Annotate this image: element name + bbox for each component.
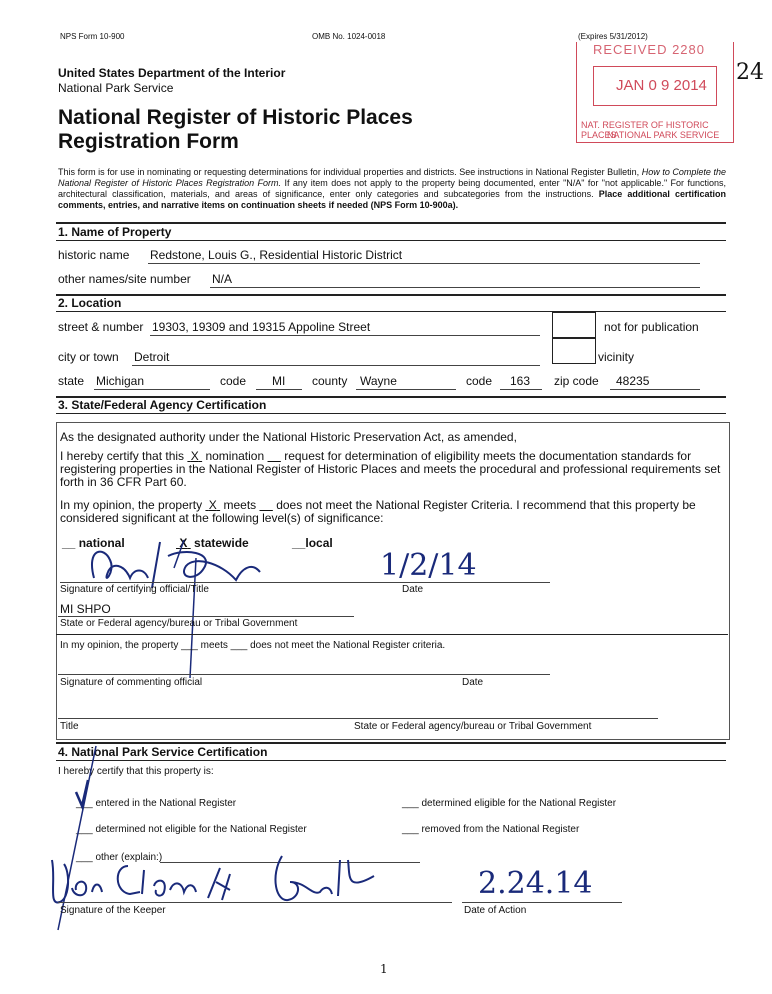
section-2-heading: 2. Location: [58, 296, 122, 310]
not-for-publication-label: not for publication: [604, 320, 699, 334]
rule: [56, 240, 726, 241]
rule: [58, 616, 354, 617]
certifying-signature-label: Signature of certifying official/Title: [60, 584, 209, 595]
historic-name-value[interactable]: Redstone, Louis G., Residential Historic District: [150, 248, 403, 262]
opinion-text-2: does not meet the National Register Criteria. I recommend that this property be considered significant at the following level(s) of significance:: [60, 498, 696, 525]
title-label: Title: [60, 721, 79, 732]
option-other[interactable]: ___ other (explain:): [76, 852, 163, 863]
city-label: city or town: [58, 350, 119, 364]
level-local-label: local: [305, 536, 333, 550]
intro-text-3: Place additional certification comments, entries, and narrative items on continuation sheets if needed (NPS Form 10-900a).: [58, 189, 726, 210]
rule: [94, 389, 210, 390]
commenting-signature-label: Signature of commenting official: [60, 677, 203, 688]
title-agency-label: State or Federal agency/bureau or Tribal Government: [354, 721, 592, 732]
stamp-date-box: [593, 66, 717, 106]
section-3-heading: 3. State/Federal Agency Certification: [58, 398, 267, 412]
rule: [56, 760, 726, 761]
rule: [56, 311, 726, 312]
stamp-line-2: NATIONAL PARK SERVICE: [607, 130, 720, 140]
intro-text-1: This form is for use in nominating or requesting determinations for individual properties and districts. See instructions in National Register Bulletin,: [58, 167, 640, 177]
rule: [58, 718, 658, 719]
not-for-publication-checkbox[interactable]: [552, 312, 596, 338]
intro-paragraph: [58, 167, 726, 211]
action-date: 2.24.14: [478, 866, 593, 901]
rule: [150, 335, 540, 336]
rule: [148, 263, 700, 264]
date-of-action-label: Date of Action: [464, 905, 527, 916]
meets-mark[interactable]: X: [208, 498, 217, 512]
rule: [500, 389, 542, 390]
county-value[interactable]: Wayne: [360, 374, 397, 388]
street-value[interactable]: 19303, 19309 and 19315 Appoline Street: [152, 320, 371, 334]
statewide-mark: X: [179, 536, 188, 550]
page-title: [58, 106, 413, 154]
option-removed[interactable]: ___ removed from the National Register: [402, 824, 580, 835]
nps-certify-intro: I hereby certify that this property is:: [58, 766, 214, 777]
certifying-date: 1/2/14: [380, 548, 477, 583]
page-number: 1: [380, 962, 388, 976]
other-names-value[interactable]: N/A: [212, 272, 233, 286]
state-value[interactable]: Michigan: [96, 374, 145, 388]
option-not-eligible[interactable]: ___ determined not eligible for the National Register: [76, 824, 307, 835]
commenting-opinion: In my opinion, the property ___ meets ___ does not meet the National Register criteria.: [60, 640, 446, 651]
nomination-label: nomination: [205, 449, 265, 463]
omb-number: OMB No. 1024-0018: [312, 32, 386, 41]
zip-value[interactable]: 48235: [616, 374, 650, 388]
form-number: NPS Form 10-900: [60, 32, 125, 41]
vicinity-label: vicinity: [598, 350, 635, 364]
handwritten-page-number: 24: [736, 60, 764, 85]
option-entered-label: entered in the National Register: [95, 798, 237, 809]
rule: [58, 674, 550, 675]
option-not-eligible-label: determined not eligible for the National Register: [95, 824, 307, 835]
department-name: United States Department of the Interior: [58, 66, 286, 80]
option-determined-eligible[interactable]: ___ determined eligible for the National Register: [402, 798, 617, 809]
county-label: county: [312, 374, 348, 388]
county-code-value[interactable]: 163: [510, 374, 531, 388]
expires-date: (Expires 5/31/2012): [578, 32, 648, 41]
agency-name: National Park Service: [58, 81, 174, 95]
option-other-label: other (explain:): [95, 852, 163, 863]
rule: [56, 413, 726, 414]
state-label: state: [58, 374, 85, 388]
other-names-label: other names/site number: [58, 272, 191, 286]
rule: [56, 294, 726, 296]
rule: [462, 902, 622, 903]
stamp-line-1: NAT. REGISTER OF HISTORIC PLACES: [581, 120, 709, 140]
level-national-label: national: [78, 536, 125, 550]
level-local[interactable]: __local: [292, 536, 333, 550]
meets-label: meets: [223, 498, 257, 512]
county-code-label: code: [466, 374, 493, 388]
zip-label: zip code: [554, 374, 599, 388]
state-code-label: code: [220, 374, 247, 388]
received-stamp: [576, 42, 734, 143]
rule: [256, 389, 302, 390]
option-removed-label: removed from the National Register: [421, 824, 580, 835]
rule: [56, 742, 726, 744]
historic-name-label: historic name: [58, 248, 130, 262]
vicinity-checkbox[interactable]: [552, 338, 596, 364]
cert-authority-text: As the designated authority under the National Historic Preservation Act, as amended,: [60, 430, 517, 444]
section-4-heading: 4. National Park Service Certification: [58, 745, 268, 759]
section-1-heading: 1. Name of Property: [58, 225, 172, 239]
option-eligible-label: determined eligible for the National Register: [421, 798, 617, 809]
level-national[interactable]: __ national: [62, 536, 125, 550]
cert-certify-text: I hereby certify that this: [60, 449, 185, 463]
rule: [56, 634, 728, 635]
cert-request-text: request for determination of eligibility meets the documentation standards for registering properties in the National Register of Historic Places and meets the procedural and professional requirements set forth in 36 CFR Part 60.: [60, 449, 721, 489]
intro-text-2: If any item does not apply to the property being documented, enter "N/A" for "not applicable." For functions, architectural classification, materials, and areas of significance, enter only categories and subcategories from the instructions.: [58, 178, 726, 199]
option-entered[interactable]: ___ entered in the National Register: [76, 798, 237, 809]
rule: [210, 287, 700, 288]
agency-value[interactable]: MI SHPO: [60, 602, 111, 616]
rule: [132, 365, 540, 366]
commenting-date-label: Date: [462, 677, 484, 688]
cert-opinion-paragraph: [60, 499, 724, 525]
agency-label: State or Federal agency/bureau or Tribal Government: [60, 618, 298, 629]
rule: [610, 389, 700, 390]
city-value[interactable]: Detroit: [134, 350, 170, 364]
rule: [58, 902, 452, 903]
certifying-date-label: Date: [402, 584, 424, 595]
level-statewide-label: statewide: [194, 536, 249, 550]
title-line-2: Registration Form: [58, 130, 239, 153]
rule: [356, 389, 456, 390]
intro-italic: How to Complete the National Register of Historic Places Registration Form.: [58, 167, 726, 188]
opinion-text: In my opinion, the property: [60, 498, 203, 512]
state-code-value[interactable]: MI: [272, 374, 286, 388]
nomination-mark[interactable]: X: [190, 449, 199, 463]
stamp-date: JAN 0 9 2014: [616, 77, 707, 94]
title-line-1: National Register of Historic Places: [58, 106, 413, 129]
keeper-signature-label: Signature of the Keeper: [60, 905, 166, 916]
stamp-received: RECEIVED 2280: [593, 42, 705, 57]
rule: [56, 222, 726, 224]
street-label: street & number: [58, 320, 144, 334]
rule: [60, 582, 550, 583]
cert-certify-paragraph: [60, 450, 722, 489]
